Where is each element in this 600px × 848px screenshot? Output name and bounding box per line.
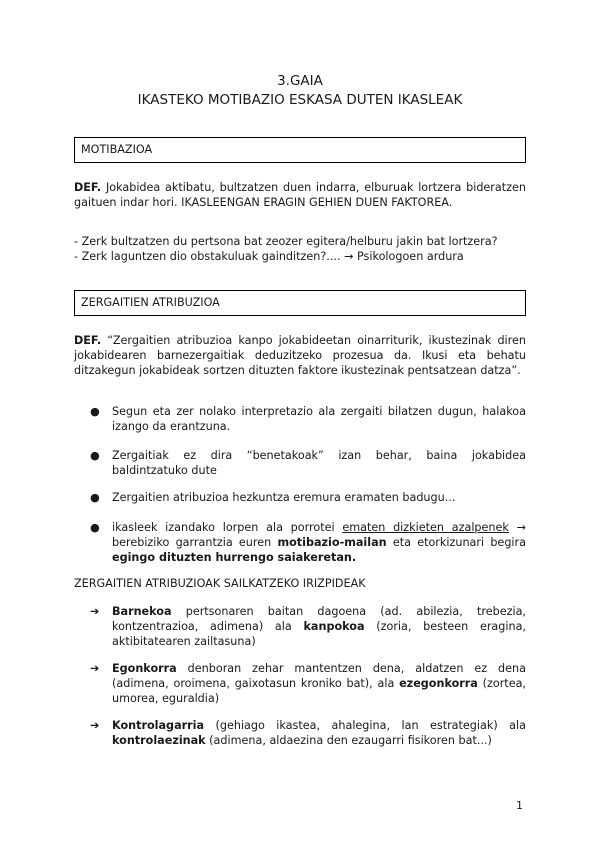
text-segment: (zortea, umorea, eguraldia) bbox=[112, 677, 526, 705]
bold-phrase: motibazio-mailan bbox=[277, 536, 387, 549]
zergaitien-definition bbox=[74, 333, 526, 378]
bold-term: ezegonkorra bbox=[399, 677, 478, 690]
text-segment: → berebiziko garrantzia euren bbox=[112, 521, 526, 549]
question-1: - Zerk bultzatzen du pertsona bat zeozer egitera/helburu jakin bat lortzera? bbox=[74, 235, 498, 248]
bold-term: Barnekoa bbox=[112, 605, 172, 618]
list-item-text: Zergaitien atribuzioa hezkuntza eremura eramaten badugu... bbox=[112, 491, 456, 504]
list-item-text bbox=[112, 520, 526, 565]
list-item-text: Zergaitiak ez dira “benetakoak” izan behar, baina jokabidea baldintzatuko dute bbox=[112, 449, 526, 477]
bullet-icon: ● bbox=[90, 405, 100, 418]
text-segment: ikasleek izandako lorpen ala porrotei bbox=[112, 521, 343, 534]
arrow-icon: ➔ bbox=[90, 662, 100, 675]
bold-phrase: egingo dituzten hurrengo saiakeretan. bbox=[112, 551, 357, 564]
text-segment: eta etorkizunari begira bbox=[386, 536, 526, 549]
section-heading-label: ZERGAITIEN ATRIBUZIOA bbox=[81, 296, 220, 309]
list-item-text bbox=[112, 661, 526, 706]
bullet-icon: ● bbox=[90, 491, 100, 504]
arrow-icon: ➔ bbox=[90, 719, 100, 732]
underlined-phrase: ematen dizkieten azalpenek bbox=[342, 521, 509, 534]
text-segment: (zoria, besteen eragina, aktibitatearen zailtasuna) bbox=[112, 620, 526, 648]
bold-term: kontrolaezinak bbox=[112, 734, 206, 747]
text-segment: (gehiago ikastea, ahalegina, lan estrategiak) ala bbox=[204, 719, 526, 732]
arrow-icon: ➔ bbox=[90, 605, 100, 618]
text-segment: denboran zehar mantentzen dena, aldatzen ez dena (adimena, oroimena, gaixotasun kroniko bat), ala bbox=[112, 662, 526, 690]
section-heading-motibazioa bbox=[74, 137, 526, 163]
list-item-text bbox=[112, 604, 526, 649]
bold-term: Kontrolagarria bbox=[112, 719, 205, 732]
motibazioa-definition bbox=[74, 180, 526, 210]
bullet-icon: ● bbox=[90, 449, 100, 462]
section-heading-zergaitien bbox=[74, 290, 526, 316]
definition-label: DEF. bbox=[74, 181, 102, 194]
text-segment: pertsonaren baitan dagoena (ad. abilezia, trebezia, kontzentrazioa, adimena) ala bbox=[112, 605, 526, 633]
question-2: - Zerk laguntzen dio obstakuluak gainditzen?.... → Psikologoen ardura bbox=[74, 250, 464, 263]
text-segment: (adimena, aldaezina den ezaugarri fisikoren bat...) bbox=[205, 734, 492, 747]
list-item-text bbox=[112, 718, 526, 748]
definition-text: Jokabidea aktibatu, bultzatzen duen indarra, elburuak lortzera bideratzen gaituen indar hori. IKASLEENGAN ERAGIN GEHIEN DUEN FAKTOREA. bbox=[74, 181, 526, 209]
section-heading-label: MOTIBAZIOA bbox=[81, 143, 153, 156]
chapter-number: 3.GAIA bbox=[277, 73, 323, 89]
bold-term: kanpokoa bbox=[303, 620, 365, 633]
page-number: 1 bbox=[516, 799, 523, 812]
bold-term: Egonkorra bbox=[112, 662, 177, 675]
definition-text: “Zergaitien atribuzioa kanpo jokabideetan oinarriturik, ikustezinak diren jokabidearen barnezergaitiak deduzitzeko prozesua da. Ikusi eta behatu ditzakegun jokabideak sortzen dituzten faktore ikustezinak pentsatzean datza”. bbox=[74, 334, 526, 377]
bullet-icon: ● bbox=[90, 521, 100, 534]
definition-label: DEF. bbox=[74, 334, 102, 347]
list-item-text: Segun eta zer nolako interpretazio ala zergaiti bilatzen dugun, halakoa izango da erantzuna. bbox=[112, 405, 526, 433]
chapter-title: IKASTEKO MOTIBAZIO ESKASA DUTEN IKASLEAK bbox=[137, 92, 463, 108]
criteria-heading: ZERGAITIEN ATRIBUZIOAK SAILKATZEKO IRIZPIDEAK bbox=[74, 577, 366, 590]
